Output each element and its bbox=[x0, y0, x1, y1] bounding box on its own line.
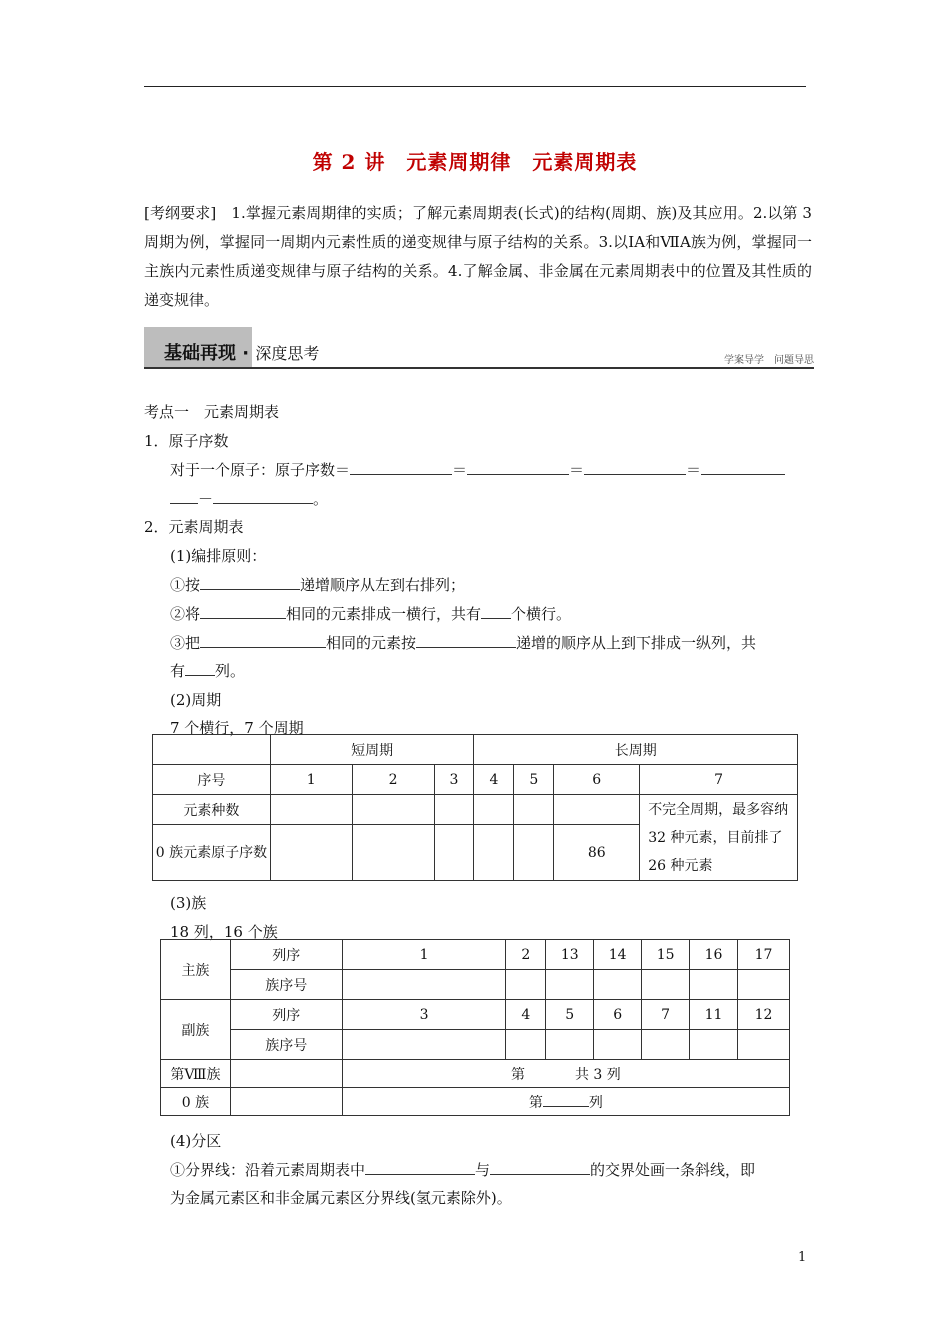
row-zero-label: 0 族元素原子序数 bbox=[153, 825, 271, 881]
zero-period6: 86 bbox=[554, 825, 640, 881]
long-period-header: 长周期 bbox=[474, 735, 798, 765]
row-kinds-label: 元素种数 bbox=[153, 795, 271, 825]
page-title: 第 2 讲 元素周期律 元素周期表 bbox=[312, 150, 638, 174]
rule-2: ②将 相同的元素排成一横行，共有 个横行。 bbox=[170, 605, 572, 623]
item1-line: 对于一个原子：原子序数＝ ＝ ＝ ＝ bbox=[170, 459, 785, 480]
main-group-label: 主族 bbox=[161, 940, 231, 1000]
rule-3: ③把 相同的元素按 递增的顺序从上到下排成一纵列，共 bbox=[170, 634, 757, 652]
row-seq-label: 序号 bbox=[153, 765, 271, 795]
item2-title: 2．元素周期表 bbox=[144, 518, 244, 536]
group-zero-label: 0 族 bbox=[161, 1088, 231, 1116]
banner-sub: 深度思考 bbox=[255, 344, 320, 363]
banner-main: 基础再现 bbox=[164, 343, 236, 364]
item2-p3sub: 18 列，16 个族 bbox=[170, 923, 278, 941]
period7-note: 不完全周期，最多容纳 32 种元素，目前排了 26 种元素 bbox=[640, 795, 798, 881]
rule-4b: 为金属元素区和非金属元素区分界线(氢元素除外)。 bbox=[170, 1189, 512, 1207]
rule-1: ①按 递增顺序从左到右排列； bbox=[170, 576, 466, 594]
requirements-text: 1.掌握元素周期律的实质；了解元素周期表(长式)的结构(周期、族)及其应用。2.以第 3 周期为例，掌握同一周期内元素性质的递变规律与原子结构的关系。3.以ⅠA和ⅦA族为例，掌握同一主族内元素性质递变规律与原子结构的关系。4.了解金属、非金属在元素周期表中的位置及其性质的递变规律。 bbox=[144, 204, 812, 309]
page-number: 1 bbox=[798, 1250, 807, 1265]
sub-group-label: 副族 bbox=[161, 1000, 231, 1060]
item1-line2: － 。 bbox=[170, 488, 328, 509]
short-period-header: 短周期 bbox=[270, 735, 474, 765]
rule-3b: 有 列。 bbox=[170, 662, 246, 680]
banner-right: 学案导学 问题导思 bbox=[724, 355, 814, 366]
group-viii-label: 第Ⅷ族 bbox=[161, 1060, 231, 1088]
header-rule bbox=[144, 86, 806, 87]
item2-p2: (2)周期 bbox=[170, 691, 222, 709]
period-table: 短周期 长周期 序号 1 2 3 4 5 6 7 元素种数 不完全周期，最多容纳 32 种元素，目前排了 26 种元素 0 族元素原子序数 86 bbox=[152, 734, 798, 881]
item2-p4: (4)分区 bbox=[170, 1132, 222, 1150]
section-heading: 考点一 元素周期表 bbox=[144, 403, 280, 421]
item1-title: 1．原子序数 bbox=[144, 432, 229, 450]
item2-p2sub: 7 个横行，7 个周期 bbox=[170, 719, 304, 737]
section-banner: 基础再现 · 深度思考 学案导学 问题导思 bbox=[144, 327, 814, 371]
rule-4: ①分界线：沿着元素周期表中 与 的交界处画一条斜线，即 bbox=[170, 1161, 756, 1179]
item2-p3: (3)族 bbox=[170, 894, 207, 912]
exam-requirements bbox=[144, 199, 812, 315]
requirements-label: [考纲要求] bbox=[144, 204, 217, 222]
group-table: 主族 列序 1 2 13 14 15 16 17 族序号 副族 列序 3 4 5 6 7 11 12 族序号 第Ⅷ族 第 共 3 列 0 族 第 列 bbox=[160, 939, 790, 1116]
item2-p1: (1)编排原则： bbox=[170, 547, 267, 565]
